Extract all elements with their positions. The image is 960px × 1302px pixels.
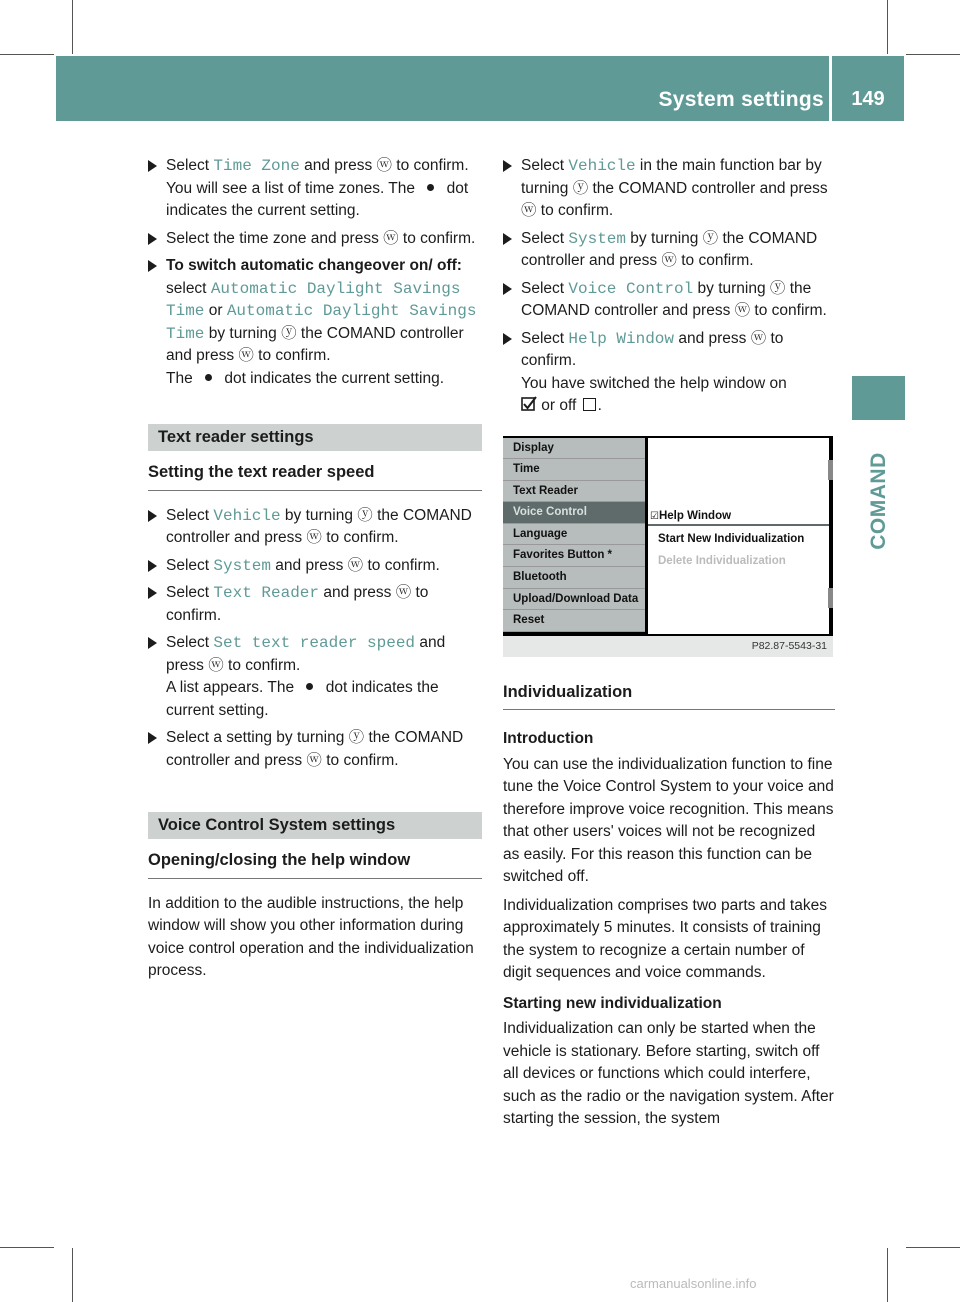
intro-heading: Introduction xyxy=(503,730,594,747)
side-tab xyxy=(852,376,905,420)
screen-menu-item: Reset xyxy=(503,610,645,632)
screen-submenu-item-disabled: Delete Individualization xyxy=(658,554,786,567)
checkbox-checked-icon xyxy=(521,396,537,412)
left-column xyxy=(148,155,482,989)
step: Select System by turning ⓨ the COMAND controller and press ⓦ to confirm. xyxy=(503,228,835,273)
step: Select Vehicle in the main function bar by turning ⓨ the COMAND controller and press ⓦ to confirm. xyxy=(503,155,835,223)
paragraph: Individualization comprises two parts and takes approximately 5 minutes. It consists of training the system to recognize a certain number of digit sequences and voice commands. xyxy=(503,896,827,981)
paragraph: You can use the individualization function to fine tune the Voice Control System to your voice and therefore improve voice recognition. This means that other users' voices will not be recognized as easily. For this reason this function can be switched off. xyxy=(503,755,834,885)
screen-submenu-item: ☑Help Window xyxy=(648,506,829,526)
crop-mark xyxy=(72,0,73,54)
step: Select Voice Control by turning ⓨ the COMAND controller and press ⓦ to confirm. xyxy=(503,278,835,323)
paragraph: In addition to the audible instructions, the help window will show you other information during voice control operation and the individualization process. xyxy=(148,894,474,979)
comand-screenshot xyxy=(503,436,833,657)
arrow-icon xyxy=(503,160,512,172)
crop-mark xyxy=(0,54,54,55)
step: Select Text Reader and press ⓦ to confirm. xyxy=(148,582,482,627)
arrow-icon xyxy=(148,587,157,599)
figure-code: P82.87-5543-31 xyxy=(503,636,833,657)
footer-watermark: carmanualsonline.info xyxy=(630,1276,757,1291)
screen-menu-item: Text Reader xyxy=(503,481,645,503)
checkmark-icon: ☑ xyxy=(650,510,659,522)
arrow-icon xyxy=(503,233,512,245)
step: Select a setting by turning ⓨ the COMAND controller and press ⓦ to confirm. xyxy=(148,727,482,772)
arrow-icon xyxy=(503,333,512,345)
arrow-icon xyxy=(148,260,157,272)
sub-heading: Individualization xyxy=(503,681,835,711)
arrow-icon xyxy=(148,160,157,172)
screen-submenu xyxy=(648,438,829,634)
arrow-icon xyxy=(148,637,157,649)
crop-mark xyxy=(0,1247,54,1248)
step: Select Vehicle by turning ⓨ the COMAND controller and press ⓦ to confirm. xyxy=(148,505,482,550)
screen-menu-item: Time xyxy=(503,459,645,481)
side-tab-label: COMAND xyxy=(867,452,890,550)
page-title: System settings xyxy=(658,88,824,111)
screen-menu-item: Upload/Download Data xyxy=(503,589,645,611)
paragraph: Individualization can only be started when the vehicle is stationary. Before starting, switch off all devices or functions which could interfere, such as the radio or the navigation system. After starting the session, the system xyxy=(503,1020,834,1127)
crop-mark xyxy=(72,1248,73,1302)
crop-mark xyxy=(887,0,888,54)
start-heading: Starting new individualization xyxy=(503,994,722,1012)
arrow-icon xyxy=(148,560,157,572)
screen-menu-item: Bluetooth xyxy=(503,567,645,589)
screen-scroll-marker xyxy=(828,460,833,480)
step: Select Set text reader speed and press ⓦ to confirm. A list appears. The dot indicates the current setting. xyxy=(148,632,482,722)
step: Select Time Zone and press ⓦ to confirm. You will see a list of time zones. The dot indicates the current setting. xyxy=(148,155,482,223)
step: Select Help Window and press ⓦ to confirm. You have switched the help window on or off . xyxy=(503,328,835,418)
screen-menu-item: Display xyxy=(503,438,645,460)
screen-menu-item: Language xyxy=(503,524,645,546)
screen-menu-item: Favorites Button * xyxy=(503,545,645,567)
arrow-icon xyxy=(148,233,157,245)
step: To switch automatic changeover on/ off: select Automatic Daylight Savings Time or Automatic Daylight Savings Time by turning ⓨ the COMAND controller and press ⓦ to confirm. The dot indicates the current setting. xyxy=(148,255,482,390)
step: Select System and press ⓦ to confirm. xyxy=(148,555,482,578)
sub-heading: Setting the text reader speed xyxy=(148,461,482,491)
arrow-icon xyxy=(148,732,157,744)
arrow-icon xyxy=(503,283,512,295)
screen-submenu-item: Start New Individualization xyxy=(658,532,805,545)
dot-icon xyxy=(306,683,313,690)
right-column xyxy=(503,155,835,1137)
section-heading: Text reader settings xyxy=(148,424,482,451)
screen-menu xyxy=(503,438,645,634)
section-heading: Voice Control System settings xyxy=(148,812,482,839)
checkbox-empty-icon xyxy=(583,398,596,411)
screen-menu-item-selected: Voice Control xyxy=(503,502,645,524)
crop-mark xyxy=(906,1247,960,1248)
dot-icon xyxy=(205,374,212,381)
step: Select the time zone and press ⓦ to confirm. xyxy=(148,228,482,251)
arrow-icon xyxy=(148,510,157,522)
sub-heading: Opening/closing the help window xyxy=(148,849,482,879)
crop-mark xyxy=(887,1248,888,1302)
screen-scroll-marker xyxy=(828,588,833,608)
dot-icon xyxy=(427,184,434,191)
crop-mark xyxy=(906,54,960,55)
page-number: 149 xyxy=(851,88,885,110)
